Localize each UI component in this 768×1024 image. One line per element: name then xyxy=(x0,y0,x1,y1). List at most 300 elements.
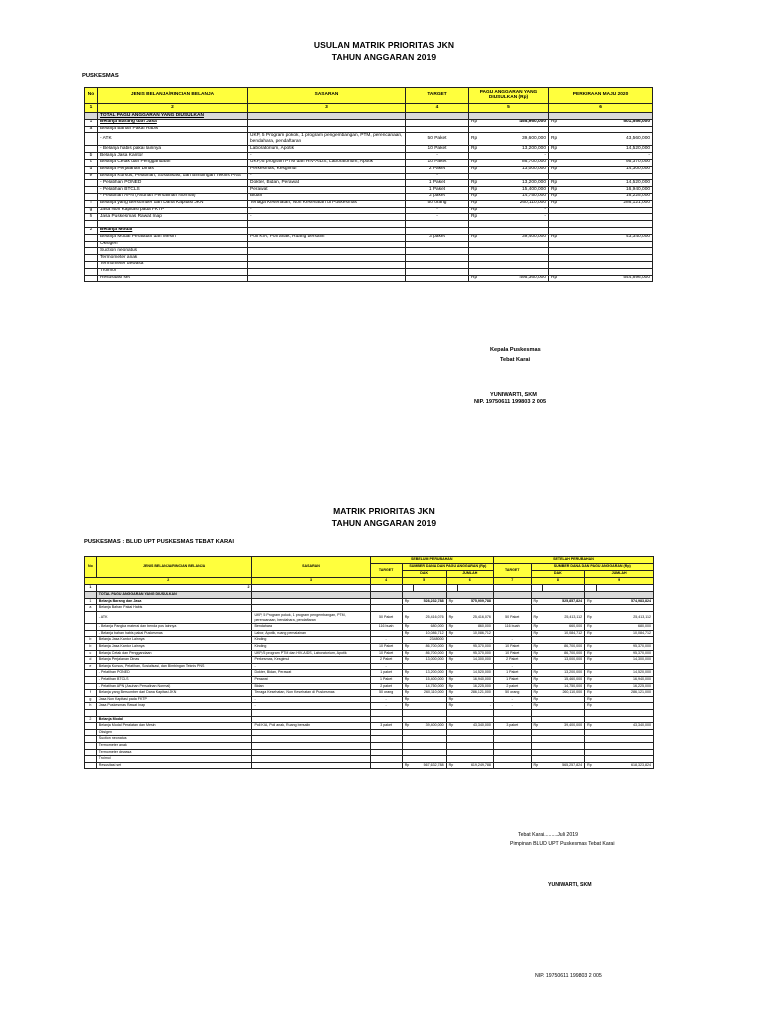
row-sasaran xyxy=(248,248,406,255)
row-target: - xyxy=(406,214,469,221)
row-jenis: Suction neonatus xyxy=(96,736,252,743)
row-sasaran: - xyxy=(252,663,370,670)
row-no: g xyxy=(85,207,98,214)
table-row xyxy=(85,736,654,743)
row-dak-after xyxy=(543,637,585,644)
row-rp-jumlah-after: Rp xyxy=(585,683,597,690)
row-rp-dak-before: Rp xyxy=(402,598,414,605)
row-jenis: Belanja Modal Peralatan dan Mesin xyxy=(98,234,248,241)
row-perkiraan xyxy=(563,214,653,221)
row-dak-after xyxy=(543,663,585,670)
row-target-before: 3 paket xyxy=(370,723,402,730)
row-no xyxy=(85,180,98,187)
row-dak-before xyxy=(414,696,446,703)
row-target xyxy=(406,113,469,120)
row-rp-pagu xyxy=(469,248,483,255)
row-rp-pagu xyxy=(469,126,483,133)
row-rp-jumlah-before xyxy=(446,749,458,756)
row-no xyxy=(85,221,98,228)
row-rp-jumlah-after: Rp xyxy=(585,598,597,605)
row-pagu: - xyxy=(483,214,549,221)
row-rp-dak-before: Rp xyxy=(402,624,414,631)
row-jenis: Jasa Puskesmas Rawat Inap xyxy=(96,703,252,710)
row-rp-jumlah-after: Rp xyxy=(585,696,597,703)
table-row xyxy=(85,180,653,187)
row-target xyxy=(406,275,469,282)
row-target-after xyxy=(493,742,531,749)
row-perkiraan: 14,520,000 xyxy=(563,146,653,153)
row-rp-dak-after xyxy=(531,749,543,756)
row-no: h xyxy=(85,214,98,221)
row-rp-dak-after: Rp xyxy=(531,598,543,605)
row-jenis: Resusitasi set xyxy=(98,275,248,282)
table-row xyxy=(85,275,653,282)
row-rp-perkiraan xyxy=(549,227,563,234)
row-target xyxy=(406,126,469,133)
row-no xyxy=(85,736,97,743)
row-dak-after xyxy=(543,710,585,717)
row-no: e xyxy=(85,173,98,180)
row-sasaran: Kinding xyxy=(252,644,370,651)
row-no: h xyxy=(85,703,97,710)
row-no xyxy=(85,268,98,275)
table-row xyxy=(85,159,653,166)
row-no xyxy=(85,133,98,146)
row-rp-jumlah-after xyxy=(585,663,597,670)
row-target-before xyxy=(370,742,402,749)
row-target-before: - xyxy=(370,703,402,710)
row-jenis: Belanja yang Bersumber dari Dana Kapitasi JKN xyxy=(96,690,252,697)
row-rp-pagu: Rp xyxy=(469,214,483,221)
row-jumlah-before: 25,416,076 xyxy=(458,611,493,624)
row-dak-before xyxy=(414,592,446,599)
row-rp-perkiraan xyxy=(549,113,563,120)
row-pagu xyxy=(483,241,549,248)
row-jenis: - ATK xyxy=(96,611,252,624)
doc1-colnum-2: 2 xyxy=(98,104,248,113)
row-jenis: Termometer anak xyxy=(98,255,248,262)
row-jumlah-after xyxy=(596,637,653,644)
row-target-before xyxy=(370,592,402,599)
doc2-header-jenis: JENIS BELANJA/RINCIAN BELANJA xyxy=(96,557,252,578)
doc2-colnum-9: 9 xyxy=(585,578,654,585)
row-rp-perkiraan: Rp xyxy=(549,200,563,207)
row-rp-pagu: Rp xyxy=(469,193,483,200)
row-rp-jumlah-before: Rp xyxy=(446,624,458,631)
table-row xyxy=(85,173,653,180)
row-dak-after: 525,857,824 xyxy=(543,598,585,605)
row-target-before xyxy=(370,756,402,763)
doc2-colnum-1-2: 2 xyxy=(85,578,252,585)
row-rp-perkiraan xyxy=(549,261,563,268)
row-rp-dak-before: Rp xyxy=(402,703,414,710)
table-row xyxy=(85,650,654,657)
row-sasaran xyxy=(252,605,370,612)
row-jumlah-before: 575,909,788 xyxy=(458,598,493,605)
row-sasaran xyxy=(248,275,406,282)
row-no xyxy=(85,261,98,268)
row-rp-dak-after xyxy=(531,637,543,644)
row-rp-jumlah-before: Rp xyxy=(446,611,458,624)
row-dak-after: 660,000 xyxy=(543,624,585,631)
table-row xyxy=(85,268,653,275)
row-rp-jumlah-after: Rp xyxy=(585,624,597,631)
table-row xyxy=(85,200,653,207)
doc2-header-jumlah-before: JUMLAH xyxy=(446,571,493,578)
row-rp-pagu xyxy=(469,221,483,228)
table-row xyxy=(85,723,654,730)
row-perkiraan: 16,225,000 xyxy=(563,193,653,200)
row-rp-jumlah-before xyxy=(446,756,458,763)
doc1-table xyxy=(84,87,653,282)
row-rp-dak-after xyxy=(531,716,543,723)
row-jenis: - Belanja bahan habis pakai Puskesmas xyxy=(96,630,252,637)
row-no: 1 xyxy=(85,119,98,126)
row-jumlah-before xyxy=(458,756,493,763)
row-target-after xyxy=(493,762,531,769)
row-jumlah-after: 16,225,000 xyxy=(596,683,653,690)
row-pagu xyxy=(483,255,549,262)
row-rp-perkiraan: Rp xyxy=(549,187,563,194)
row-sasaran xyxy=(248,119,406,126)
row-jenis: Belanja Cetak dan Penggandaan xyxy=(96,650,252,657)
row-rp-jumlah-before: Rp xyxy=(446,630,458,637)
row-dak-before xyxy=(414,742,446,749)
row-target: 1 Paket xyxy=(406,187,469,194)
doc1-header-sasaran: SASARAN xyxy=(248,88,406,104)
row-rp-dak-after: Rp xyxy=(531,762,543,769)
row-rp-pagu: Rp xyxy=(469,146,483,153)
row-target-after xyxy=(493,630,531,637)
row-target xyxy=(406,241,469,248)
row-dak-before: 680,000 xyxy=(414,624,446,631)
row-pagu: 495,360,000 xyxy=(483,275,549,282)
row-rp-jumlah-before xyxy=(446,663,458,670)
table-row xyxy=(85,255,653,262)
row-rp-perkiraan xyxy=(549,221,563,228)
row-jenis: Resusitasi set xyxy=(96,762,252,769)
row-rp-jumlah-after: Rp xyxy=(585,630,597,637)
row-dak-after xyxy=(543,736,585,743)
row-rp-pagu xyxy=(469,153,483,160)
table-row xyxy=(85,133,653,146)
row-rp-dak-after: Rp xyxy=(531,611,543,624)
row-dak-before: 39,400,000 xyxy=(414,723,446,730)
table-row xyxy=(85,207,653,214)
doc2-colnum-4: 4 xyxy=(370,578,402,585)
row-rp-jumlah-before xyxy=(446,716,458,723)
row-rp-jumlah-after: Rp xyxy=(585,611,597,624)
row-rp-dak-before: Rp xyxy=(402,630,414,637)
row-no xyxy=(85,275,98,282)
row-rp-jumlah-after: Rp xyxy=(585,703,597,710)
doc1-colnum-5: 5 xyxy=(469,104,549,113)
row-dak-after xyxy=(543,703,585,710)
row-rp-dak-after: Rp xyxy=(531,696,543,703)
row-rp-perkiraan: Rp xyxy=(549,166,563,173)
row-rp-pagu: Rp xyxy=(469,200,483,207)
row-rp-perkiraan: Rp xyxy=(549,146,563,153)
row-jumlah-before: 14,300,000 xyxy=(458,657,493,664)
row-jenis: Termometer dewasa xyxy=(98,261,248,268)
row-target: 50 Paket xyxy=(406,133,469,146)
doc2-header-sumber-before: SUMBER DANA DAN PAGU ANGGARAN (Rp) xyxy=(402,564,493,571)
row-perkiraan xyxy=(563,227,653,234)
row-dak-after: 39,400,000 xyxy=(543,723,585,730)
row-rp-pagu: Rp xyxy=(469,119,483,126)
row-rp-jumlah-after xyxy=(585,592,597,599)
row-jumlah-after: 95,370,000 xyxy=(596,650,653,657)
row-jenis: - Pelatihan BTCLS xyxy=(98,187,248,194)
row-jumlah-before xyxy=(458,742,493,749)
row-sasaran: Perawat xyxy=(252,677,370,684)
row-rp-dak-after: Rp xyxy=(531,690,543,697)
row-target-after xyxy=(493,756,531,763)
row-target-after xyxy=(493,598,531,605)
row-sasaran: Dokter, Bidan, Perawat xyxy=(248,180,406,187)
row-jenis: Jasa Non Kapitasi pada FKTP xyxy=(96,696,252,703)
row-perkiraan: 544,896,000 xyxy=(563,275,653,282)
row-target xyxy=(406,119,469,126)
row-sasaran: Labor, Apotik, ruang pemalainan xyxy=(252,630,370,637)
row-sasaran: UKP, 5 Program pokok, 1 program pengembangan, PTM, perencanaan, bendahara, pendaftaran xyxy=(248,133,406,146)
row-jenis: Belanja Jasa Kantor Lainnya xyxy=(96,637,252,644)
row-no xyxy=(85,248,98,255)
row-dak-before: 13,200,000 xyxy=(414,670,446,677)
row-perkiraan xyxy=(563,248,653,255)
row-target-after: 1 Paket xyxy=(493,670,531,677)
row-jumlah-after xyxy=(596,742,653,749)
row-rp-jumlah-before xyxy=(446,592,458,599)
row-rp-dak-before xyxy=(402,716,414,723)
row-jumlah-after xyxy=(596,703,653,710)
row-rp-pagu xyxy=(469,227,483,234)
doc2-table xyxy=(84,556,654,769)
row-target xyxy=(406,255,469,262)
row-dak-after xyxy=(543,696,585,703)
row-jenis: Jasa Puskesmas Rawat Inap xyxy=(98,214,248,221)
row-sasaran: Perkesmas, Kesgimul xyxy=(252,657,370,664)
row-sasaran: Tenaga Kesehatan, Non Kesehatan di Puskesmas xyxy=(252,690,370,697)
row-rp-jumlah-before: Rp xyxy=(446,723,458,730)
row-rp-jumlah-before xyxy=(446,637,458,644)
row-jenis: - Belanja habis pakai lainnya xyxy=(98,146,248,153)
row-no xyxy=(85,592,97,599)
row-rp-perkiraan xyxy=(549,153,563,160)
row-rp-pagu xyxy=(469,173,483,180)
row-dak-before xyxy=(414,605,446,612)
row-rp-perkiraan xyxy=(549,248,563,255)
row-pagu: - xyxy=(483,153,549,160)
row-jenis: Oksigen xyxy=(96,729,252,736)
row-jenis xyxy=(96,710,252,717)
row-rp-pagu xyxy=(469,268,483,275)
table-row xyxy=(85,248,653,255)
row-jumlah-before xyxy=(458,749,493,756)
row-pagu: 86,700,000 xyxy=(483,159,549,166)
row-jumlah-after xyxy=(596,696,653,703)
row-rp-dak-after: Rp xyxy=(531,703,543,710)
row-target: - xyxy=(406,153,469,160)
row-jumlah-after xyxy=(596,663,653,670)
row-perkiraan xyxy=(563,221,653,228)
table-row xyxy=(85,644,654,651)
doc1-colnum-6: 6 xyxy=(549,104,653,113)
row-jenis: Belanja Modal xyxy=(98,227,248,234)
row-dak-after xyxy=(543,592,585,599)
row-perkiraan xyxy=(563,126,653,133)
row-rp-perkiraan xyxy=(549,241,563,248)
row-sasaran: Bidan xyxy=(252,683,370,690)
row-no: a xyxy=(85,605,97,612)
row-rp-dak-before xyxy=(402,729,414,736)
row-jenis: Belanja Modal xyxy=(96,716,252,723)
table-row xyxy=(85,187,653,194)
row-jenis: Oksigen xyxy=(98,241,248,248)
table-row xyxy=(85,716,654,723)
row-rp-jumlah-after xyxy=(585,637,597,644)
row-sasaran: Laboratorium, Apotik xyxy=(248,146,406,153)
row-no: d xyxy=(85,657,97,664)
row-jenis: Troimol xyxy=(98,268,248,275)
row-rp-dak-after xyxy=(531,592,543,599)
row-jumlah-before: 95,370,000 xyxy=(458,650,493,657)
table-row xyxy=(85,227,653,234)
row-dak-after: 86,700,000 xyxy=(543,644,585,651)
row-jumlah-before xyxy=(458,710,493,717)
row-target-after: 2 paket xyxy=(493,683,531,690)
row-rp-dak-before xyxy=(402,749,414,756)
doc1-sign-place: Tebat Karai xyxy=(500,357,531,363)
row-no xyxy=(85,762,97,769)
row-rp-pagu: Rp xyxy=(469,234,483,241)
row-target-before xyxy=(370,598,402,605)
row-rp-perkiraan: Rp xyxy=(549,193,563,200)
row-dak-before xyxy=(414,716,446,723)
row-target-after: - xyxy=(493,703,531,710)
table-row xyxy=(85,696,654,703)
row-pagu xyxy=(483,221,549,228)
row-pagu: 39,400,000 xyxy=(483,234,549,241)
row-target-after: - xyxy=(493,637,531,644)
table-row xyxy=(85,166,653,173)
row-rp-dak-after: Rp xyxy=(531,644,543,651)
doc2-colnum-7: 7 xyxy=(493,578,531,585)
row-jumlah-after: 618,323,824 xyxy=(596,762,653,769)
row-dak-before xyxy=(414,729,446,736)
row-target-before xyxy=(370,630,402,637)
row-target-after xyxy=(493,710,531,717)
row-target-before xyxy=(370,716,402,723)
row-jumlah-before: 860,000 xyxy=(458,624,493,631)
row-jenis: - Pelatihan PONED xyxy=(96,670,252,677)
row-jumlah-after: 10,084,712 xyxy=(596,630,653,637)
doc1-unit-label: PUSKESMAS xyxy=(82,73,119,79)
row-no: f xyxy=(85,690,97,697)
row-perkiraan xyxy=(563,241,653,248)
row-sasaran: Perkesmas, Kesgimul xyxy=(248,166,406,173)
row-sasaran xyxy=(252,749,370,756)
row-target: 10 Paket xyxy=(406,159,469,166)
row-perkiraan xyxy=(563,113,653,120)
row-dak-after xyxy=(543,729,585,736)
row-dak-before xyxy=(414,749,446,756)
row-jumlah-before: 286,121,000 xyxy=(458,690,493,697)
doc2-colnum-5: 5 xyxy=(402,578,446,585)
row-sasaran xyxy=(248,241,406,248)
row-dak-after xyxy=(543,756,585,763)
row-jumlah-after xyxy=(596,749,653,756)
table-row xyxy=(85,749,654,756)
row-target-after: 10 Paket xyxy=(493,644,531,651)
row-rp-jumlah-after: Rp xyxy=(585,762,597,769)
row-rp-dak-after xyxy=(531,736,543,743)
row-jenis: Belanja Modal Peralatan dan Mesin xyxy=(96,723,252,730)
row-sasaran xyxy=(252,756,370,763)
row-jenis: Belanja Jasa Kantor Lainnya xyxy=(96,644,252,651)
row-rp-jumlah-before xyxy=(446,710,458,717)
row-rp-dak-before: Rp xyxy=(402,690,414,697)
row-target-after: 10 Paket xyxy=(493,650,531,657)
row-rp-pagu: Rp xyxy=(469,166,483,173)
row-no xyxy=(85,255,98,262)
row-dak-after: 86,700,000 xyxy=(543,650,585,657)
table-row xyxy=(85,241,653,248)
row-rp-dak-before: Rp xyxy=(402,696,414,703)
doc2-unit-label: PUSKESMAS : BLUD UPT PUSKESMAS TEBAT KARAI xyxy=(84,539,234,545)
row-dak-before xyxy=(414,736,446,743)
row-target-before xyxy=(370,749,402,756)
row-jumlah-after xyxy=(596,729,653,736)
row-target-after xyxy=(493,605,531,612)
row-rp-dak-before xyxy=(402,637,414,644)
row-rp-jumlah-after xyxy=(585,716,597,723)
row-dak-before: 15,400,000 xyxy=(414,677,446,684)
doc1-subtitle: TAHUN ANGGARAN 2019 xyxy=(331,52,437,62)
row-rp-dak-before xyxy=(402,756,414,763)
row-target-before xyxy=(370,736,402,743)
row-jenis: Belanja Barang dan Jasa xyxy=(96,598,252,605)
row-dak-after: 15,460,000 xyxy=(543,677,585,684)
row-no xyxy=(85,234,98,241)
row-target xyxy=(406,227,469,234)
row-target-after xyxy=(493,749,531,756)
row-target-after xyxy=(493,729,531,736)
row-jenis: Termometer dewasa xyxy=(96,749,252,756)
row-pagu xyxy=(483,173,549,180)
row-jenis: Jasa Non Kapitasi pada FKTP xyxy=(98,207,248,214)
row-sasaran: UKP,/5 program PTM dan HIV-AIDS, Laboratorium, Apotik xyxy=(248,159,406,166)
doc2-sign-place: Tebat Karai.........Juli 2019 xyxy=(518,832,578,838)
row-perkiraan xyxy=(563,255,653,262)
row-rp-jumlah-before: Rp xyxy=(446,598,458,605)
table-row xyxy=(85,119,653,126)
row-no: a xyxy=(85,126,98,133)
row-jenis: Belanja Perjalanan Dinas xyxy=(96,657,252,664)
table-row xyxy=(85,670,654,677)
row-rp-pagu: Rp xyxy=(469,133,483,146)
row-rp-pagu: Rp xyxy=(469,275,483,282)
row-sasaran xyxy=(248,261,406,268)
row-no xyxy=(85,756,97,763)
row-jumlah-after: 25,413,112 xyxy=(596,611,653,624)
table-row xyxy=(85,690,654,697)
row-dak-before: 86,700,000 xyxy=(414,644,446,651)
row-rp-jumlah-after xyxy=(585,742,597,749)
row-target: 50 orang xyxy=(406,200,469,207)
row-target-before xyxy=(370,729,402,736)
row-dak-before: 260,110,000 xyxy=(414,690,446,697)
